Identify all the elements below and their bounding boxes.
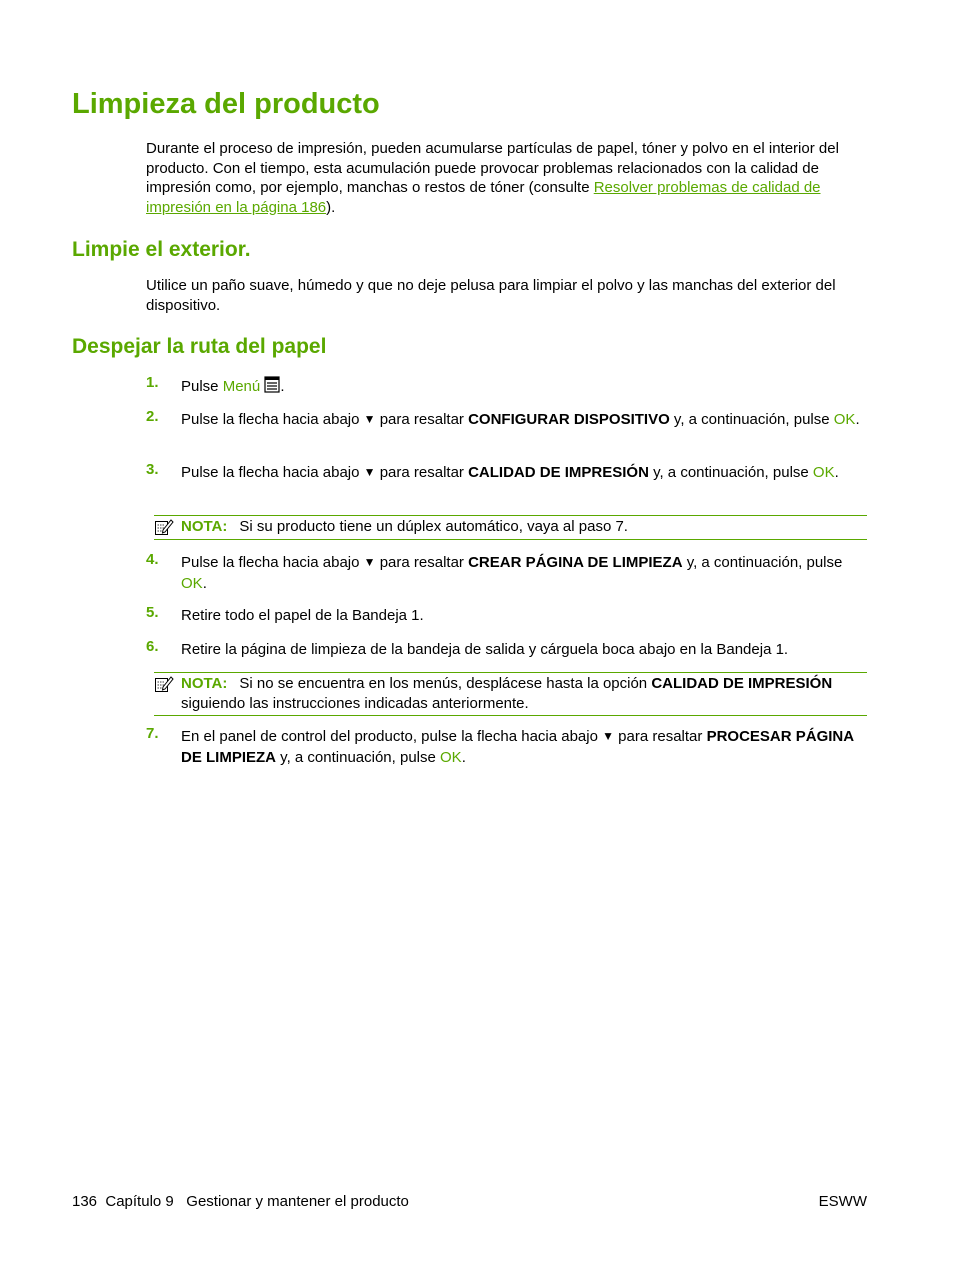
chapter-title: Gestionar y mantener el producto xyxy=(186,1193,409,1210)
step-text: Pulse la flecha hacia abajo xyxy=(181,411,360,428)
intro-text: Durante el proceso de impresión, pueden acumularse partículas de papel, tóner y polvo en el interior del producto. Con el tiempo, esta acumulación puede provocar problemas relacionados con la calidad de impresión como, por ejemplo, manchas o restos de tóner (consulte xyxy=(146,140,839,196)
note-label: NOTA: xyxy=(181,518,228,535)
down-arrow-icon: ▼ xyxy=(363,465,376,479)
note-label: NOTA: xyxy=(181,675,228,692)
step-text: Retire la página de limpieza de la bandeja de salida y cárguela boca abajo en la Bandeja 1. xyxy=(181,641,789,658)
step-number: 1. xyxy=(146,374,159,391)
step-text: Pulse la flecha hacia abajo xyxy=(181,464,360,481)
note-text: Si su producto tiene un dúplex automático, vaya al paso 7. xyxy=(239,518,628,535)
section-heading-paper-path: Despejar la ruta del papel xyxy=(72,335,327,358)
step-text: Pulse la flecha hacia abajo xyxy=(181,554,360,571)
down-arrow-icon: ▼ xyxy=(363,412,376,426)
ok-button-label: OK xyxy=(440,748,462,766)
intro-text-end: ). xyxy=(326,198,336,216)
step-2 xyxy=(146,410,868,431)
page-number: 136 xyxy=(72,1193,98,1210)
note-icon xyxy=(154,675,174,693)
down-arrow-icon: ▼ xyxy=(363,555,376,569)
step-number: 4. xyxy=(146,551,159,568)
menu-option: CONFIGURAR DISPOSITIVO xyxy=(468,411,670,428)
menu-option: CALIDAD DE IMPRESIÓN xyxy=(651,675,833,692)
step-text: para resaltar xyxy=(375,464,469,481)
menu-option: PROCESAR PÁGINA DE LIMPIEZA xyxy=(181,728,854,766)
step-text: para resaltar xyxy=(614,728,707,745)
step-text-end: . xyxy=(202,574,207,592)
step-number: 5. xyxy=(146,604,159,621)
step-3 xyxy=(146,463,868,484)
step-text: y, a continuación, pulse xyxy=(648,464,813,481)
ok-button-label: OK xyxy=(833,411,856,428)
page-footer-right: ESWW xyxy=(818,1193,867,1210)
step-number: 3. xyxy=(146,461,159,478)
quality-link[interactable]: Resolver problemas de calidad de impresión en la página 186 xyxy=(146,179,821,216)
note-text: Si no se encuentra en los menús, desplácese hasta la opción xyxy=(239,675,652,692)
note-icon xyxy=(154,518,174,536)
page-title: Limpieza del producto xyxy=(72,88,380,120)
step-text: y, a continuación, pulse xyxy=(682,554,843,571)
step-text: Retire todo el papel de la Bandeja 1. xyxy=(181,607,424,624)
step-text-end: . xyxy=(834,464,839,481)
menu-icon xyxy=(264,376,280,393)
step-text-end: . xyxy=(855,411,860,428)
step-text-end: . xyxy=(461,748,466,766)
step-6 xyxy=(146,640,868,660)
step-1 xyxy=(146,376,868,397)
step-text: para resaltar xyxy=(375,554,469,571)
ok-button-label: OK xyxy=(181,574,203,592)
ok-button-label: OK xyxy=(812,464,835,481)
step-text: y, a continuación, pulse xyxy=(276,748,441,766)
step-text: Pulse xyxy=(181,378,223,395)
step-4 xyxy=(146,553,868,593)
note-duplex xyxy=(154,515,867,540)
note-quality xyxy=(154,672,867,716)
step-text-end: . xyxy=(280,378,285,395)
menu-option: CALIDAD DE IMPRESIÓN xyxy=(468,464,649,481)
step-text: En el panel de control del producto, pulse la flecha hacia abajo xyxy=(181,728,598,745)
step-7 xyxy=(146,727,868,767)
step-number: 6. xyxy=(146,638,159,655)
step-number: 7. xyxy=(146,725,159,742)
step-number: 2. xyxy=(146,408,159,425)
menu-option: CREAR PÁGINA DE LIMPIEZA xyxy=(468,554,683,571)
section-heading-exterior: Limpie el exterior. xyxy=(72,238,251,261)
intro-paragraph xyxy=(146,139,868,217)
down-arrow-icon: ▼ xyxy=(602,729,615,743)
step-5 xyxy=(146,606,868,626)
chapter-label: Capítulo 9 xyxy=(105,1193,174,1210)
note-text-end: siguiendo las instrucciones indicadas anteriormente. xyxy=(181,694,529,712)
step-text: para resaltar xyxy=(375,411,469,428)
step-text: y, a continuación, pulse xyxy=(669,411,834,428)
page-footer-left xyxy=(72,1193,409,1210)
menu-button-label: Menú xyxy=(222,378,261,395)
exterior-paragraph: Utilice un paño suave, húmedo y que no deje pelusa para limpiar el polvo y las manchas del exterior del dispositivo. xyxy=(146,277,836,314)
